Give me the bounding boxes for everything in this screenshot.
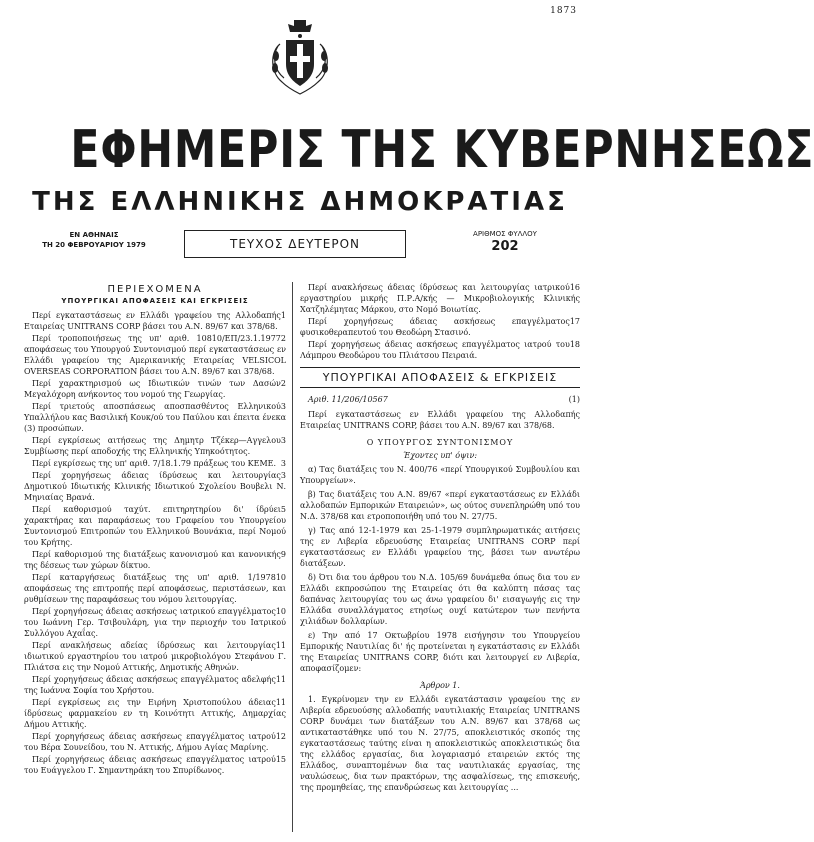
contents-item-text: Περί εγκρίσεως εις την Ειρήνη Χριστοπούλου άδειας ίδρύσεως φαρμακείου εν τη Κοινότητι Αττικής, Δημαρχίας Δήμου Αττικής. bbox=[24, 698, 286, 729]
contents-item-text: Περί καταργήσεως διατάξεως της υπ' αριθ. 1/1978 αποφάσεως της επιτροπής περί αποφάσεως, περιστάσεων, και ρυθμίσεων της παραφάσεως του νόμου λειτουργίας. bbox=[24, 573, 286, 604]
contents-item bbox=[300, 282, 580, 315]
issue-series: ΤΕΥΧΟΣ ΔΕΥΤΕΡΟΝ bbox=[184, 230, 406, 258]
contents-item-text: Περί ανακλήσεως άδειας ίδρύσεως και λειτουργίας ιατρικού εργαστηρίου μικρής Π.Ρ.Α/κής — Μικροβιολογικής Κλινικής Χατζηλέμητας Μάρκου, στο Νομό Βοιωτίας. bbox=[300, 283, 580, 314]
issue-place: ΕΝ ΑΘΗΝΑΙΣ bbox=[69, 231, 119, 239]
contents-item-text: Περί χορηγήσεως άδειας ασκήσεως επαγγέλματος φυσικοθεραπευτού του Θεοδώρη Στασινό. bbox=[300, 317, 570, 337]
contents-item bbox=[24, 697, 286, 730]
column-divider bbox=[292, 282, 293, 832]
contents-list bbox=[24, 310, 286, 776]
contents-item-text: Περί εγκρίσεως της υπ' αριθ. 7/18.1.79 πράξεως του ΚΕΜΕ. bbox=[32, 459, 277, 468]
sheet-label: ΑΡΙΘΜΟΣ ΦΥΛΛΟΥ bbox=[473, 230, 537, 238]
contents-item-page: 3 bbox=[280, 436, 286, 445]
contents-item-text: Περί χορηγήσεως άδειας ασκήσεως επαγγέλματος ιατρού του Ευάγγελου Γ. Σημαντηράκη του Σπυρίδωνος. bbox=[24, 755, 276, 775]
decision-number: (1) bbox=[568, 395, 580, 404]
contents-item-page: 1 bbox=[280, 311, 286, 320]
decision-paragraphs bbox=[300, 464, 580, 674]
sheet-number: 202 bbox=[491, 239, 519, 254]
contents-item-text: Περί καθορισμού της διατάξεως κανονισμού και κανονικής της δέσεως των χώρων δίκτυο. bbox=[24, 550, 281, 570]
contents-item bbox=[24, 606, 286, 639]
contents-item-page: 11 bbox=[275, 675, 286, 684]
article-heading: Άρθρον 1. bbox=[420, 681, 460, 690]
contents-item-text: Περί εγκρίσεως αιτήσεως της Δημητρ Τζέκερ—Αγγελου Συμβίωσης περί αποδοχής της Ελληνικής Υπηκοότητος. bbox=[24, 436, 281, 456]
contents-column bbox=[24, 282, 286, 777]
contents-item bbox=[24, 754, 286, 776]
contents-item bbox=[300, 316, 580, 338]
decision-ref: Αριθ. 11/206/10567 bbox=[308, 395, 388, 404]
decision-title: Περί εγκαταστάσεως εν Ελλάδι γραφείου της Αλλοδαπής Εταιρείας UNITRANS CORP, βάσει του Α.Ν. 89/67 και 378/68. bbox=[300, 410, 580, 430]
contents-item-page: 10 bbox=[275, 573, 286, 582]
contents-item-page: 9 bbox=[280, 550, 286, 559]
section-heading: ΥΠΟΥΡΓΙΚΑΙ ΑΠΟΦΑΣΕΙΣ & ΕΓΚΡΙΣΕΙΣ bbox=[300, 367, 580, 388]
contents-item-page: 2 bbox=[280, 379, 286, 388]
contents-item bbox=[24, 470, 286, 503]
contents-item-page: 10 bbox=[275, 607, 286, 616]
issue-date: ΤΗ 20 ΦΕΒΡΟΥΑΡΙΟΥ 1979 bbox=[42, 241, 146, 249]
decision-paragraph: α) Τας διατάξεις του Ν. 400/76 «περί Υπουργικού Συμβουλίου και Υπουργείων». bbox=[300, 465, 580, 485]
decision-paragraph: β) Τας διατάξεις του Α.Ν. 89/67 «περί εγκαταστάσεως εν Ελλάδι αλλοδαπών Εμπορικών Εταιρειών», ως ούτος συνεπληρώθη υπό του Ν.Δ. 378/68 και ετροποποιήθη υπό του Ν. 27/75. bbox=[300, 490, 580, 521]
contents-item bbox=[24, 378, 286, 400]
contents-item bbox=[24, 504, 286, 548]
contents-item bbox=[24, 572, 286, 605]
contents-item-text: Περί χορηγήσεως άδειας ασκήσεως ιατρικού επαγγέλματος του Ιωάννη Γερ. Τσιβουλάρη, για την περιοχήν του Ιατρικού Συλλόγου Αχαΐας. bbox=[24, 607, 286, 638]
contents-item bbox=[24, 435, 286, 457]
contents-item-text: Περί καθορισμού ταχύτ. επιτηρητηρίου δι' ίδρύει χαρακτήρας και παραφάσεως του Γραφείου του Υπουργείου Συντονισμού Επιτροπών του Ελληνικού Βουνάκια, περί Νομού του Κρήτης. bbox=[24, 505, 286, 547]
contents-item-text: Περί χορηγήσεως άδειας ασκήσεως επαγγέλματος ιατρού του Λάμπρου Θεοδώρου του Πλιάτσου Πειραιά. bbox=[300, 340, 570, 360]
decision-paragraph: δ) Ότι δια του άρθρου του Ν.Δ. 105/69 δυνάμεθα όπως δια του εν Ελλάδι εκπροσώπου της Εταιρείας ότι θα καλύπτη πάσας τας δαπάνας λειτουργίας του ως άνω γραφείου δι' εισαγωγής εις την Ελλάδα συναλλάγματος ετησίως ουχί κατώτερον των πενήντα χιλιάδων δολλαρίων. bbox=[300, 573, 580, 626]
contents-heading: ΠΕΡΙΕΧΟΜΕΝΑ bbox=[107, 284, 203, 295]
contents-item-page: 11 bbox=[275, 698, 286, 707]
article-text: 1. Εγκρίνομεν την εν Ελλάδι εγκατάστασιν γραφείου της εν Λιβερία εδρευούσης αλλοδαπής ναυτιλιακής Εταιρείας UNITRANS CORP δυνάμει των διατάξεων του Α.Ν. 89/67 και 378/68 ως αντικαταστάθηκε υπό του Ν. 27/75, αποκλειστικός σκοπός της εγκαταστάσεως ταύτης είναι η αποκλειστικώς αποκλειστικώς δια της ελλάδος εργασίας, δια λογαριασμό εταιρειών εκτός της Ελλάδος, συναπτομένων δια τας ναυτιλιακάς εργασίας, της ναυλώσεως, δια των πρακτόρων, της ασφαλίσεως, της επισκευής, της προμηθείας, της επανδρώσεως και λειτουργίας ... bbox=[300, 695, 580, 792]
contents-item-page: 12 bbox=[275, 732, 286, 741]
contents-item-page: 15 bbox=[275, 755, 286, 764]
contents-item-page: 3 bbox=[280, 471, 286, 480]
contents-item-text: Περί χορηγήσεως άδειας ίδρύσεως και λειτουργίας Δημοτικού Ιδιωτικής Κλινικής Ιδιωτικού Σχολείου Βουβελι Ν. Μηνιαίας Βρανά. bbox=[24, 471, 286, 502]
contents-item-page: 5 bbox=[280, 505, 286, 514]
contents-item bbox=[24, 401, 286, 434]
contents-item-page: 3 bbox=[280, 402, 286, 411]
decisions-column bbox=[300, 282, 580, 796]
issue-sheet bbox=[430, 230, 580, 255]
contents-item-page: 2 bbox=[280, 334, 286, 343]
contents-item-page: 16 bbox=[569, 283, 580, 292]
contents-item bbox=[24, 310, 286, 332]
contents-item bbox=[24, 731, 286, 753]
contents-item-page: 17 bbox=[569, 317, 580, 326]
contents-item-text: Περί χορηγήσεως άδειας ασκήσεως επαγγέλματος ιατρού του Βέρα Σουνείδου, του Ν. Αττικής, Δήμου Αγίας Μαρίνης. bbox=[24, 732, 276, 752]
masthead-title: ΕΦΗΜΕΡΙΣ ΤΗΣ ΚΥΒΕΡΝΗΣΕΩΣ bbox=[70, 120, 814, 180]
decision-paragraph: ε) Την από 17 Οκτωβρίου 1978 εισήγησιν του Υπουργείου Εμπορικής Ναυτιλίας δι' ής προτείνεται η εγκατάστασις εν Ελλάδι της Εταιρείας UNITRANS CORP, διότι και λειτουργεί εν Λιβερία, αποφασίζομεν: bbox=[300, 631, 580, 673]
page-number: 1873 bbox=[550, 6, 577, 16]
issue-place-date bbox=[24, 230, 164, 250]
decision-paragraph: γ) Τας από 12-1-1979 και 25-1-1979 συμπληρωματικάς αιτήσεις της εν Λιβερία εδρευούσης Εταιρείας UNITRANS CORP περί εγκαταστάσεως εν Ελλάδι γραφείου της, βάσει των ανωτέρω διατάξεων. bbox=[300, 526, 580, 568]
contents-item bbox=[24, 549, 286, 571]
contents-item-page: 18 bbox=[569, 340, 580, 349]
decision-authority: Ο ΥΠΟΥΡΓΟΣ ΣΥΝΤΟΝΙΣΜΟΥ bbox=[366, 438, 514, 447]
contents-item bbox=[24, 640, 286, 673]
having-regard: Έχοντες υπ' όψιν: bbox=[402, 451, 478, 460]
contents-item bbox=[24, 333, 286, 377]
contents-list-continued bbox=[300, 282, 580, 361]
decision-reference bbox=[308, 394, 580, 405]
contents-item-text: Περί τριετούς αποσπάσεως αποσπασθέντος Ελληνικού Υπαλλήλου κας Βασιλική Κουκ/ού του Παύλου και έπειτα ένεκα (3) προσώπων. bbox=[24, 402, 286, 433]
contents-item bbox=[300, 339, 580, 361]
contents-item-text: Περί χαρακτηρισμού ως Ιδιωτικών τινών των Δασών Μεγαλόχορη ανήκοντος του νομού της Γεωργίας. bbox=[24, 379, 281, 399]
masthead-subtitle: ΤΗΣ ΕΛΛΗΝΙΚΗΣ ΔΗΜΟΚΡΑΤΙΑΣ bbox=[32, 187, 568, 217]
contents-item-text: Περί τροποποιήσεως της υπ' αριθ. 10810/ΕΠ/23.1.1977 αποφάσεως του Υπουργού Συντονισμού περί εγκαταστάσεως εν Ελλάδι γραφείου της Αμερικανικής Εταιρείας VELSICOL OVERSEAS CORPORATION βάσει του Α.Ν. 89/67 και 378/68. bbox=[24, 334, 286, 376]
greek-coat-of-arms-icon bbox=[266, 16, 334, 96]
contents-item-text: Περί εγκαταστάσεως εν Ελλάδι γραφείου της Αλλοδαπής Εταιρείας UNITRANS CORP βάσει του Α.Ν. 89/67 και 378/68. bbox=[24, 311, 281, 331]
contents-item-text: Περί χορηγήσεως άδειας ασκήσεως επαγγέλματος αδελφής της Ιωάννα Σοφία του Χρήστου. bbox=[24, 675, 276, 695]
contents-subheading: ΥΠΟΥΡΓΙΚΑΙ ΑΠΟΦΑΣΕΙΣ ΚΑΙ ΕΓΚΡΙΣΕΙΣ bbox=[61, 297, 249, 305]
contents-item-page: 11 bbox=[275, 641, 286, 650]
contents-item-page: 3 bbox=[280, 459, 286, 468]
contents-item bbox=[24, 674, 286, 696]
contents-item bbox=[24, 458, 286, 469]
contents-item-text: Περί ανακλήσεως αδείας ίδρύσεως και λειτουργίας ιδιωτικού εργαστηρίου του ιατρού μικροβιολόγου Στεφάνου Γ. Πλιάτσα εις την Νομού Αττικής, Δημοτικής Αθηνών. bbox=[24, 641, 286, 672]
issue-header bbox=[24, 230, 580, 276]
